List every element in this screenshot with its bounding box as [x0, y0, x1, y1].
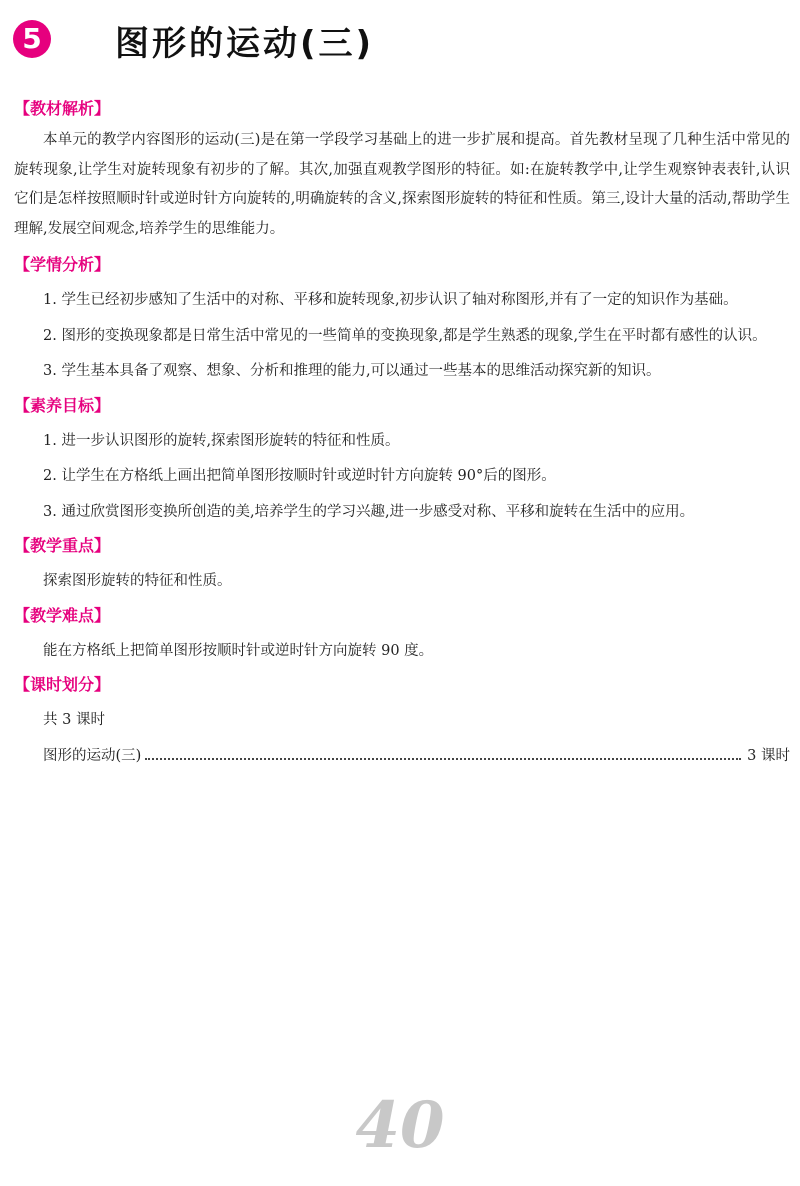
literacy-goal-item: 2. 让学生在方格纸上画出把简单图形按顺时针或逆时针方向旋转 90°后的图形。 [43, 468, 556, 484]
lesson-total: 共 3 课时 [43, 712, 105, 728]
section-heading-textbook-analysis: 【教材解析】 [14, 99, 111, 118]
lesson-toc-line [14, 742, 790, 772]
toc-value: 3 课时 [747, 747, 790, 764]
student-analysis-item: 3. 学生基本具备了观察、想象、分析和推理的能力,可以通过一些基本的思维活动探究新的知识。 [43, 363, 661, 379]
chapter-title: 图形的运动(三) [115, 24, 375, 64]
toc-title: 图形的运动(三) [43, 747, 142, 764]
section-heading-key-points: 【教学重点】 [14, 536, 111, 555]
section-heading-literacy-goals: 【素养目标】 [14, 395, 111, 415]
literacy-goal-item: 1. 进一步认识图形的旋转,探索图形旋转的特征和性质。 [43, 432, 400, 449]
page-number: 40 [355, 1088, 445, 1163]
section-heading-difficulties: 【教学难点】 [14, 605, 111, 625]
difficulties-text: 能在方格纸上把简单图形按顺时针或逆时针方向旋转 90 度。 [43, 642, 434, 659]
textbook-analysis-paragraph: 本单元的教学内容图形的运动(三)是在第一学段学习基础上的进一步扩展和提高。首先教材呈现了几种生活中常见的旋转现象,让学生对旋转现象有初步的了解。其次,加强直观教学图形的特征。如:在旋转教学中,让学生观察钟表表针,认识它们是怎样按照顺时针或逆时针方向旋转的,明确旋转的含义,探索图形旋转的特征和性质。第三,设计大量的活动,帮助学生理解,发展空间观念,培养学生的思维能力。 [14, 132, 790, 237]
key-points-text: 探索图形旋转的特征和性质。 [43, 573, 232, 589]
section-heading-lesson-plan: 【课时划分】 [14, 675, 111, 694]
student-analysis-item: 2. 图形的变换现象都是日常生活中常见的一些简单的变换现象,都是学生熟悉的现象,学生在平时都有感性的认识。 [43, 327, 767, 344]
student-analysis-item: 1. 学生已经初步感知了生活中的对称、平移和旋转现象,初步认识了轴对称图形,并有了一定的知识作为基础。 [43, 292, 738, 308]
chapter-number-badge: 5 [13, 20, 51, 58]
toc-leader-dots [145, 758, 741, 760]
chapter-header [13, 18, 773, 68]
section-heading-student-analysis: 【学情分析】 [14, 255, 111, 274]
document-body [14, 92, 790, 771]
literacy-goal-item: 3. 通过欣赏图形变换所创造的美,培养学生的学习兴趣,进一步感受对称、平移和旋转在生活中的应用。 [43, 503, 695, 520]
